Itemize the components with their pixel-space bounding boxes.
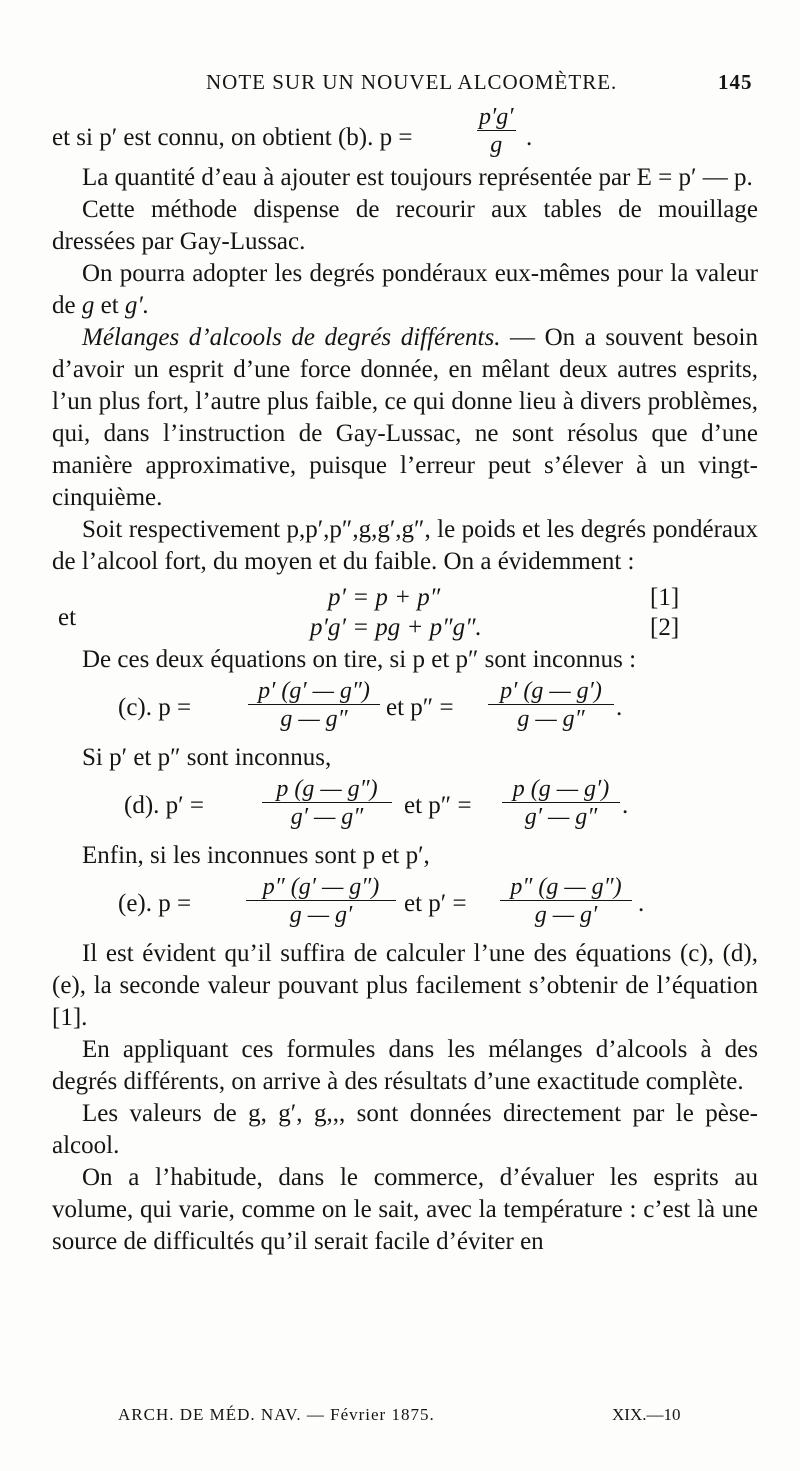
footer-journal: ARCH. DE MÉD. NAV. — Février 1875.: [118, 1405, 435, 1424]
paragraph-degres: [52, 258, 758, 322]
fraction-denominator: g: [490, 132, 503, 158]
equation-b: [52, 104, 758, 162]
paragraph-deces: De ces deux équations on tire, si p et p″ sont inconnus :: [82, 646, 637, 673]
equation-d-fraction-1: [262, 776, 392, 831]
paragraph-melanges: [52, 322, 758, 514]
paragraph-habitude: On a l’habitude, dans le commerce, d’évaluer les esprits au volume, qui varie, comme on le sait, avec la température : c’est là une source de difficultés qu’il serait facile d’éviter en: [52, 1164, 758, 1255]
equation-2-prefix: et: [58, 604, 77, 631]
fraction-numerator: p″ (g′ — g″): [246, 874, 396, 901]
paragraph-si: Si p′ et p″ sont inconnus,: [82, 744, 332, 771]
fraction-denominator: g — g″: [280, 706, 348, 732]
paragraph-valeurs: Les valeurs de g, g′, g,,, sont données directement par le pèse-alcool.: [52, 1100, 758, 1159]
equation-1-body: p′ = p + p″: [328, 584, 441, 611]
equation-e-middle: et p′ =: [404, 890, 467, 917]
page-content: [52, 104, 758, 1258]
footer-signature: XIX.—10: [612, 1405, 681, 1424]
equation-c: [52, 676, 758, 742]
equation-d-end: .: [622, 792, 629, 819]
fraction-numerator: p (g — g″): [262, 776, 392, 803]
fraction-numerator: p″ (g — g″): [500, 874, 632, 901]
equation-c-middle: et p″ =: [386, 694, 454, 721]
fraction-numerator: p′ (g — g′): [488, 678, 614, 705]
paragraph-methode: Cette méthode dispense de recourir aux tables de mouillage dressées par Gay-Lussac.: [52, 196, 758, 255]
degres-et: et: [100, 292, 119, 319]
degres-text: On pourra adopter les degrés pondéraux eux-mêmes pour la valeur de: [52, 260, 758, 319]
equation-1: [52, 584, 758, 614]
paragraph-evident: Il est évident qu’il suffira de calculer l’une des équations (c), (d), (e), la seconde valeur pouvant plus facilement s’obtenir de l’équation [1].: [52, 940, 758, 1031]
paragraph-eau: La quantité d’eau à ajouter est toujours représentée par E = p′ — p.: [82, 164, 753, 191]
paragraph-appliquant: En appliquant ces formules dans les mélanges d’alcools à des degrés différents, on arrive à des résultats d’une exactitude complète.: [52, 1036, 758, 1095]
fraction-denominator: g′ — g″: [290, 804, 364, 830]
equation-e-label: (e). p =: [118, 890, 192, 917]
equation-2: [52, 604, 758, 644]
equation-d-label: (d). p′ =: [124, 792, 204, 819]
equation-c-label: (c). p =: [118, 694, 192, 721]
equation-b-fraction: [477, 104, 516, 159]
equation-e: [52, 872, 758, 938]
equation-b-text: et si p′ est connu, on obtient (b). p =: [52, 124, 413, 151]
equation-d-fraction-2: [502, 776, 620, 831]
fraction-numerator: p′g′: [479, 104, 514, 130]
equation-1-number: [1]: [650, 584, 680, 611]
page-number: 145: [718, 70, 753, 94]
equation-e-end: .: [638, 890, 645, 917]
header-title: NOTE SUR UN NOUVEL ALCOOMÈTRE.: [206, 70, 618, 94]
equation-c-fraction-2: [488, 678, 614, 733]
equation-d-middle: et p″ =: [404, 792, 472, 819]
section-title-melanges: Mélanges d’alcools de degrés différents.: [82, 324, 501, 351]
symbol-g: g: [81, 292, 95, 319]
paragraph-enfin: Enfin, si les inconnues sont p et p′,: [82, 842, 430, 869]
equation-2-number: [2]: [650, 614, 680, 641]
fraction-denominator: g — g″: [517, 706, 585, 732]
fraction-denominator: g′ — g″: [524, 804, 598, 830]
equation-c-fraction-1: [248, 678, 380, 733]
fraction-denominator: g — g′: [289, 902, 353, 928]
equation-2-body: p′g′ = pg + p″g″.: [310, 614, 482, 641]
equation-d: [52, 774, 758, 840]
running-header: [0, 70, 800, 100]
paragraph-soit: Soit respectivement p,p′,p″,g,g′,g″, le poids et les degrés pondéraux de l’alcool fort, du moyen et du faible. On a évidemment :: [52, 516, 758, 575]
equation-e-fraction-1: [246, 874, 396, 929]
equation-c-end: .: [616, 694, 623, 721]
equation-b-end: .: [526, 124, 533, 151]
fraction-numerator: p′ (g′ — g″): [248, 678, 380, 705]
fraction-denominator: g — g′: [534, 902, 598, 928]
fraction-numerator: p (g — g′): [502, 776, 620, 803]
equation-e-fraction-2: [500, 874, 632, 929]
symbol-g-prime: g′.: [124, 292, 150, 319]
melanges-text: — On a souvent besoin d’avoir un esprit d’une force donnée, en mêlant deux autres esprits, l’un plus fort, l’autre plus faible, ce qui donne lieu à divers problèmes, qui, dans l’instruction de Gay-Lussac, ne sont résolus que d’une manière approximative, puisque l’erreur peut s’élever à un vingt-cinquième.: [52, 324, 758, 511]
